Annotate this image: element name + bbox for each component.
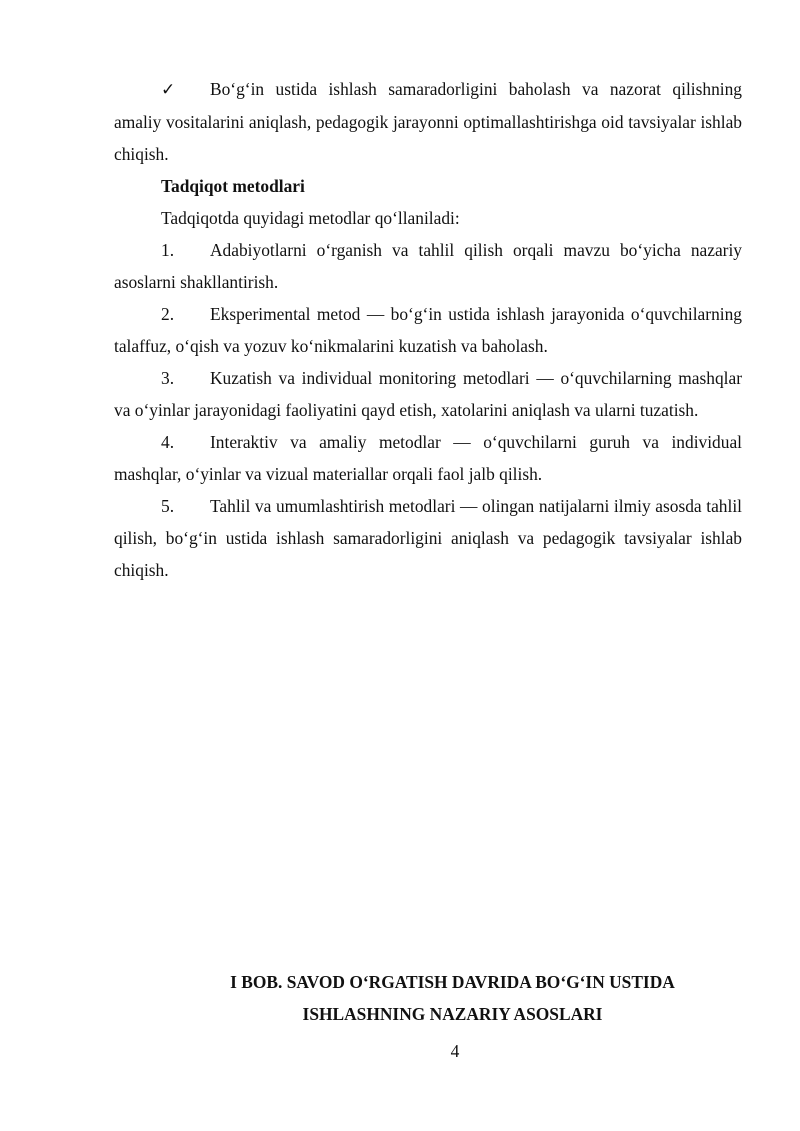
list-item-number: 4. xyxy=(161,432,175,452)
list-item-text: Tahlil va umumlashtirish metodlari — olingan natijalarni ilmiy asosda tahlil qilish, bo‘g‘in ustida ishlash samaradorligini aniqlash va pedagogik tavsiyalar ishlab chiqish. xyxy=(114,496,742,580)
list-item xyxy=(114,426,742,490)
list-item-text: Adabiyotlarni o‘rganish va tahlil qilish orqali mavzu bo‘yicha nazariy asoslarni shakllantirish. xyxy=(114,240,742,292)
list-item-text: Kuzatish va individual monitoring metodlari — o‘quvchilarning mashqlar va o‘yinlar jarayonidagi faoliyatini qayd etish, xatolarini aniqlash va ularni tuzatish. xyxy=(114,368,742,420)
chapter-title-line-2: ISHLASHNING NAZARIY ASOSLARI xyxy=(302,1004,603,1024)
list-item xyxy=(114,298,742,362)
section-heading: Tadqiqot metodlari xyxy=(161,176,305,196)
list-item xyxy=(114,234,742,298)
methods-intro: Tadqiqotda quyidagi metodlar qo‘llaniladi: xyxy=(161,208,460,228)
list-item-number: 3. xyxy=(161,368,175,388)
page-body xyxy=(114,73,742,586)
list-item-number: 5. xyxy=(161,496,175,516)
page-number: 4 xyxy=(450,1041,460,1061)
list-item-text: Eksperimental metod — bo‘g‘in ustida ishlash jarayonida o‘quvchilarning talaffuz, o‘qish va yozuv ko‘nikmalarini kuzatish va baholash. xyxy=(114,304,742,356)
objective-text: Bo‘g‘in ustida ishlash samaradorligini baholash va nazorat qilishning amaliy vositalarini aniqlash, pedagogik jarayonni optimallashtirishga oid tavsiyalar ishlab chiqish. xyxy=(114,79,742,164)
list-item xyxy=(114,490,742,586)
chapter-title xyxy=(114,966,791,1030)
list-item xyxy=(114,362,742,426)
objective-item xyxy=(114,73,742,170)
list-item-text: Interaktiv va amaliy metodlar — o‘quvchilarni guruh va individual mashqlar, o‘yinlar va vizual materiallar orqali faol jalb qilish. xyxy=(114,432,742,484)
list-item-number: 2. xyxy=(161,304,175,324)
checkmark-icon: ✓ xyxy=(161,80,176,100)
chapter-title-line-1: I BOB. SAVOD O‘RGATISH DAVRIDA BO‘G‘IN USTIDA xyxy=(230,972,675,992)
list-item-number: 1. xyxy=(161,240,175,260)
